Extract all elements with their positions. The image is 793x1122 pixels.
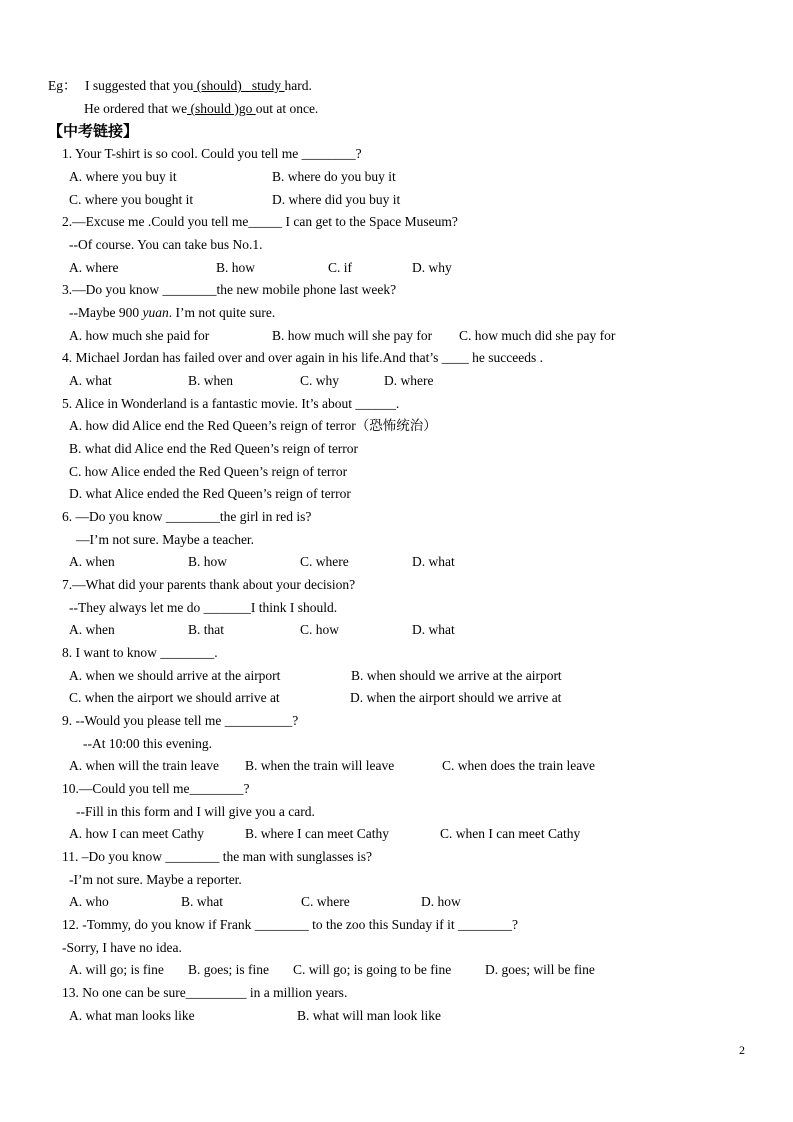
q2-reply: --Of course. You can take bus No.1. — [69, 237, 263, 252]
q7-option-c: C. how — [300, 622, 340, 637]
q4-option-c: C. why — [300, 373, 340, 388]
q5-option-c: C. how Alice ended the Red Queen’s reign of terror — [69, 464, 348, 479]
q3-reply-text-a: --Maybe 900 — [69, 305, 143, 320]
q4-option-a: A. what — [69, 373, 112, 388]
q8-stem: 8. I want to know ________. — [62, 645, 218, 660]
q8-option-a: A. when we should arrive at the airport — [69, 668, 281, 683]
q3-reply-currency: yuan — [142, 305, 169, 320]
q11-option-d: D. how — [421, 894, 461, 909]
section-title: 【中考链接】 — [48, 122, 139, 140]
q9-option-c: C. when does the train leave — [442, 758, 595, 773]
q2-option-b: B. how — [216, 260, 256, 275]
example-2-underlined: (should )go — [187, 101, 256, 116]
q9-stem: 9. --Would you please tell me __________? — [62, 713, 299, 728]
q5-option-d: D. what Alice ended the Red Queen’s reign of terror — [69, 486, 351, 501]
q6-option-d: D. what — [412, 554, 455, 569]
q3-option-a: A. how much she paid for — [69, 328, 210, 343]
q3-reply-text-b: . I’m not quite sure. — [168, 305, 276, 320]
q2-option-c: C. if — [328, 260, 353, 275]
q11-option-a: A. who — [69, 894, 109, 909]
q13-stem: 13. No one can be sure_________ in a million years. — [62, 985, 348, 1000]
q12-stem: 12. -Tommy, do you know if Frank ________ to the zoo this Sunday if it ________? — [62, 917, 519, 932]
q6-stem: 6. —Do you know ________the girl in red is? — [62, 509, 312, 524]
q12-option-d: D. goes; will be fine — [485, 962, 595, 977]
q6-option-a: A. when — [69, 554, 115, 569]
example-1-underlined: (should) study — [193, 78, 285, 93]
q7-option-d: D. what — [412, 622, 455, 637]
q11-option-c: C. where — [301, 894, 350, 909]
q1-option-a: A. where you buy it — [69, 169, 177, 184]
q7-option-a: A. when — [69, 622, 115, 637]
q10-option-c: C. when I can meet Cathy — [440, 826, 581, 841]
q1-option-b: B. where do you buy it — [272, 169, 396, 184]
example-2-text-a: He ordered that we — [84, 101, 188, 116]
q3-option-c: C. how much did she pay for — [459, 328, 616, 343]
q9-option-b: B. when the train will leave — [245, 758, 395, 773]
q6-option-c: C. where — [300, 554, 349, 569]
q2-stem: 2.—Excuse me .Could you tell me_____ I can get to the Space Museum? — [62, 214, 458, 229]
q9-reply: --At 10:00 this evening. — [83, 736, 212, 751]
q10-option-a: A. how I can meet Cathy — [69, 826, 204, 841]
q10-reply: --Fill in this form and I will give you a card. — [76, 804, 315, 819]
q6-option-b: B. how — [188, 554, 228, 569]
q1-stem: 1. Your T-shirt is so cool. Could you tell me ________? — [62, 146, 362, 161]
q12-option-a: A. will go; is fine — [69, 962, 164, 977]
q5-option-b: B. what did Alice end the Red Queen’s reign of terror — [69, 441, 359, 456]
q8-option-d: D. when the airport should we arrive at — [350, 690, 562, 705]
q13-option-b: B. what will man look like — [297, 1008, 441, 1023]
q8-option-c: C. when the airport we should arrive at — [69, 690, 280, 705]
q1-option-d: D. where did you buy it — [272, 192, 401, 207]
q11-reply: -I’m not sure. Maybe a reporter. — [69, 872, 242, 887]
q5-stem: 5. Alice in Wonderland is a fantastic movie. It’s about ______. — [62, 396, 400, 411]
q12-option-c: C. will go; is going to be fine — [293, 962, 452, 977]
q3-reply — [69, 305, 275, 321]
q9-option-a: A. when will the train leave — [69, 758, 219, 773]
example-1-text-b: hard. — [284, 78, 312, 93]
example-2-text-b: out at once. — [255, 101, 319, 116]
q10-stem: 10.—Could you tell me________? — [62, 781, 250, 796]
q12-option-b: B. goes; is fine — [188, 962, 269, 977]
example-sentence-1 — [85, 78, 312, 94]
q10-option-b: B. where I can meet Cathy — [245, 826, 389, 841]
q1-option-c: C. where you bought it — [69, 192, 194, 207]
page-number: 2 — [739, 1043, 745, 1057]
q11-option-b: B. what — [181, 894, 223, 909]
q3-stem: 3.—Do you know ________the new mobile phone last week? — [62, 282, 397, 297]
example-sentence-2 — [84, 101, 318, 117]
eg-label: Eg： — [48, 78, 77, 93]
q13-option-a: A. what man looks like — [69, 1008, 195, 1023]
q7-option-b: B. that — [188, 622, 224, 637]
q7-reply: --They always let me do _______I think I should. — [69, 600, 338, 615]
q2-option-a: A. where — [69, 260, 119, 275]
q2-option-d: D. why — [412, 260, 452, 275]
q4-stem: 4. Michael Jordan has failed over and over again in his life.And that’s ____ he succeeds . — [62, 350, 543, 365]
q4-option-b: B. when — [188, 373, 233, 388]
q12-reply: -Sorry, I have no idea. — [62, 940, 182, 955]
q5-option-a: A. how did Alice end the Red Queen’s reign of terror（恐怖统治） — [69, 418, 437, 433]
q8-option-b: B. when should we arrive at the airport — [351, 668, 562, 683]
q4-option-d: D. where — [384, 373, 434, 388]
q3-option-b: B. how much will she pay for — [272, 328, 433, 343]
example-1-text-a: I suggested that you — [85, 78, 194, 93]
q11-stem: 11. –Do you know ________ the man with sunglasses is? — [62, 849, 372, 864]
q7-stem: 7.—What did your parents thank about your decision? — [62, 577, 356, 592]
q6-reply: —I’m not sure. Maybe a teacher. — [76, 532, 255, 547]
